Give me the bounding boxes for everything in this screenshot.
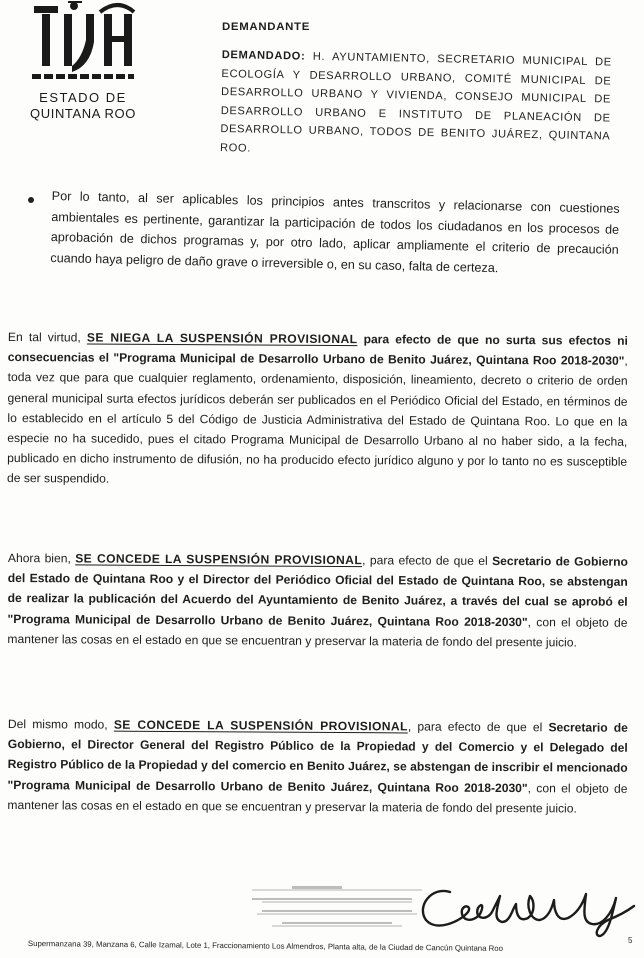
p1-program: el "Programa Municipal de Desarrollo Urbano de Benito Juárez, Quintana Roo 2018-2030" xyxy=(98,350,625,368)
handwritten-signature xyxy=(412,876,644,938)
p3-bold: Secretario de Gobierno, el Director General del Registro Público de la Propiedad y del Comercio y el Delegado del Registro Público de la Propiedad y del comercio en Benito Juárez, se abstengan de inscribir el mencionado "Programa Municipal de Desarrollo Urbano de Benito Juárez, Quintana Roo 2018-2030" xyxy=(7,720,628,795)
p2-rest: , con el objeto de mantener las cosas en el estado en que se encuentran y preservar la materia de fondo del presente juicio. xyxy=(7,614,628,650)
p2-mid: , para efecto de que el xyxy=(362,553,493,568)
logo-line-1: ESTADO DE xyxy=(39,90,127,105)
demandante-label: DEMANDANTE xyxy=(222,21,310,33)
paragraph-concede-2 xyxy=(7,714,628,819)
bullet-paragraph: Por lo tanto, al ser aplicables los principios antes transcritos y relacionarse con cuestiones ambientales es pertinente, garantizar la participación de todos los ciudadanos en los procesos de aprobación de dichos programas y, por otro lado, aplicar ampliamente el criterio de precaución cuando haya peligro de daño grave o irreversible o, en su caso, falta de certeza. xyxy=(50,188,620,275)
p3-rest: , con el objeto de mantener las cosas en el estado en que se encuentran y preservar la materia de fondo del presente juicio. xyxy=(7,780,628,816)
demandado-label: DEMANDADO: xyxy=(221,48,306,63)
tja-logo-icon xyxy=(30,0,136,82)
paragraph-niega xyxy=(7,327,628,492)
p3-highlight: SE CONCEDE LA SUSPENSIÓN PROVISIONAL xyxy=(113,717,408,734)
p3-lead: Del mismo modo, xyxy=(7,716,114,732)
p2-bold: Secretario de Gobierno del Estado de Quintana Roo y el Director del Periódico Oficial del Estado de Quintana Roo, se abstengan de realizar la publicación del Acuerdo del Ayuntamiento de Benito Juárez, a través del cual se aprobó el "Programa Municipal de Desarrollo Urbano de Benito Juárez, Quintana Roo 2018-2030" xyxy=(7,553,628,629)
court-seal-stamp xyxy=(232,882,442,938)
p1-mid: para efecto de que no surta sus efectos ni consecuencias xyxy=(7,332,628,365)
bullet-icon xyxy=(28,197,34,203)
p3-mid: , para efecto de que el xyxy=(407,719,549,735)
p2-lead: Ahora bien, xyxy=(7,550,76,566)
page-number: 5 xyxy=(628,936,633,945)
demandado-text: H. AYUNTAMIENTO, SECRETARIO MUNICIPAL DE ECOLOGÍA Y DESARROLLO URBANO, COMITÉ MUNICIPAL DE DESARROLLO URBANO Y VIVIENDA, CONSEJO MUNICIPAL DE DESARROLLO URBANO E INSTITUTO DE PLANEACIÓN DE DESARROLLO URBANO, TODOS DE BENITO JUÁREZ, QUINTANA ROO. xyxy=(219,50,612,155)
p2-highlight: SE CONCEDE LA SUSPENSIÓN PROVISIONAL xyxy=(75,551,363,568)
demandado-block xyxy=(220,46,612,165)
logo-line-2: QUINTANA ROO xyxy=(30,106,136,121)
paragraph-concede-1 xyxy=(7,548,628,653)
state-logo xyxy=(20,0,146,124)
p1-lead: En tal virtud, xyxy=(7,329,87,345)
p1-highlight: SE NIEGA LA SUSPENSIÓN PROVISIONAL xyxy=(86,330,358,347)
p1-rest: , toda vez que para que cualquier reglamento, ordenamiento, disposición, lineamiento, decreto o criterio de orden general municipal surta efectos jurídicos deberán ser publicados en el Periódico Oficial del Estado, en términos de lo establecido en el artículo 5 del Código de Justicia Administrativa del Estado de Quintana Roo. Lo que en la especie no ha sucedido, pues el citado Programa Municipal de Desarrollo Urbano al no haber sido, a la fecha, publicado en dicho instrumento de difusión, no ha producido efecto jurídico alguno y por lo tanto no es susceptible de ser suspendido. xyxy=(7,353,628,487)
footer-address: Supermanzana 39, Manzana 6, Calle Izamal, Lote 1, Fraccionamiento Los Almendros, Planta alta, de la Ciudad de Cancún Quintana Roo xyxy=(27,939,504,953)
